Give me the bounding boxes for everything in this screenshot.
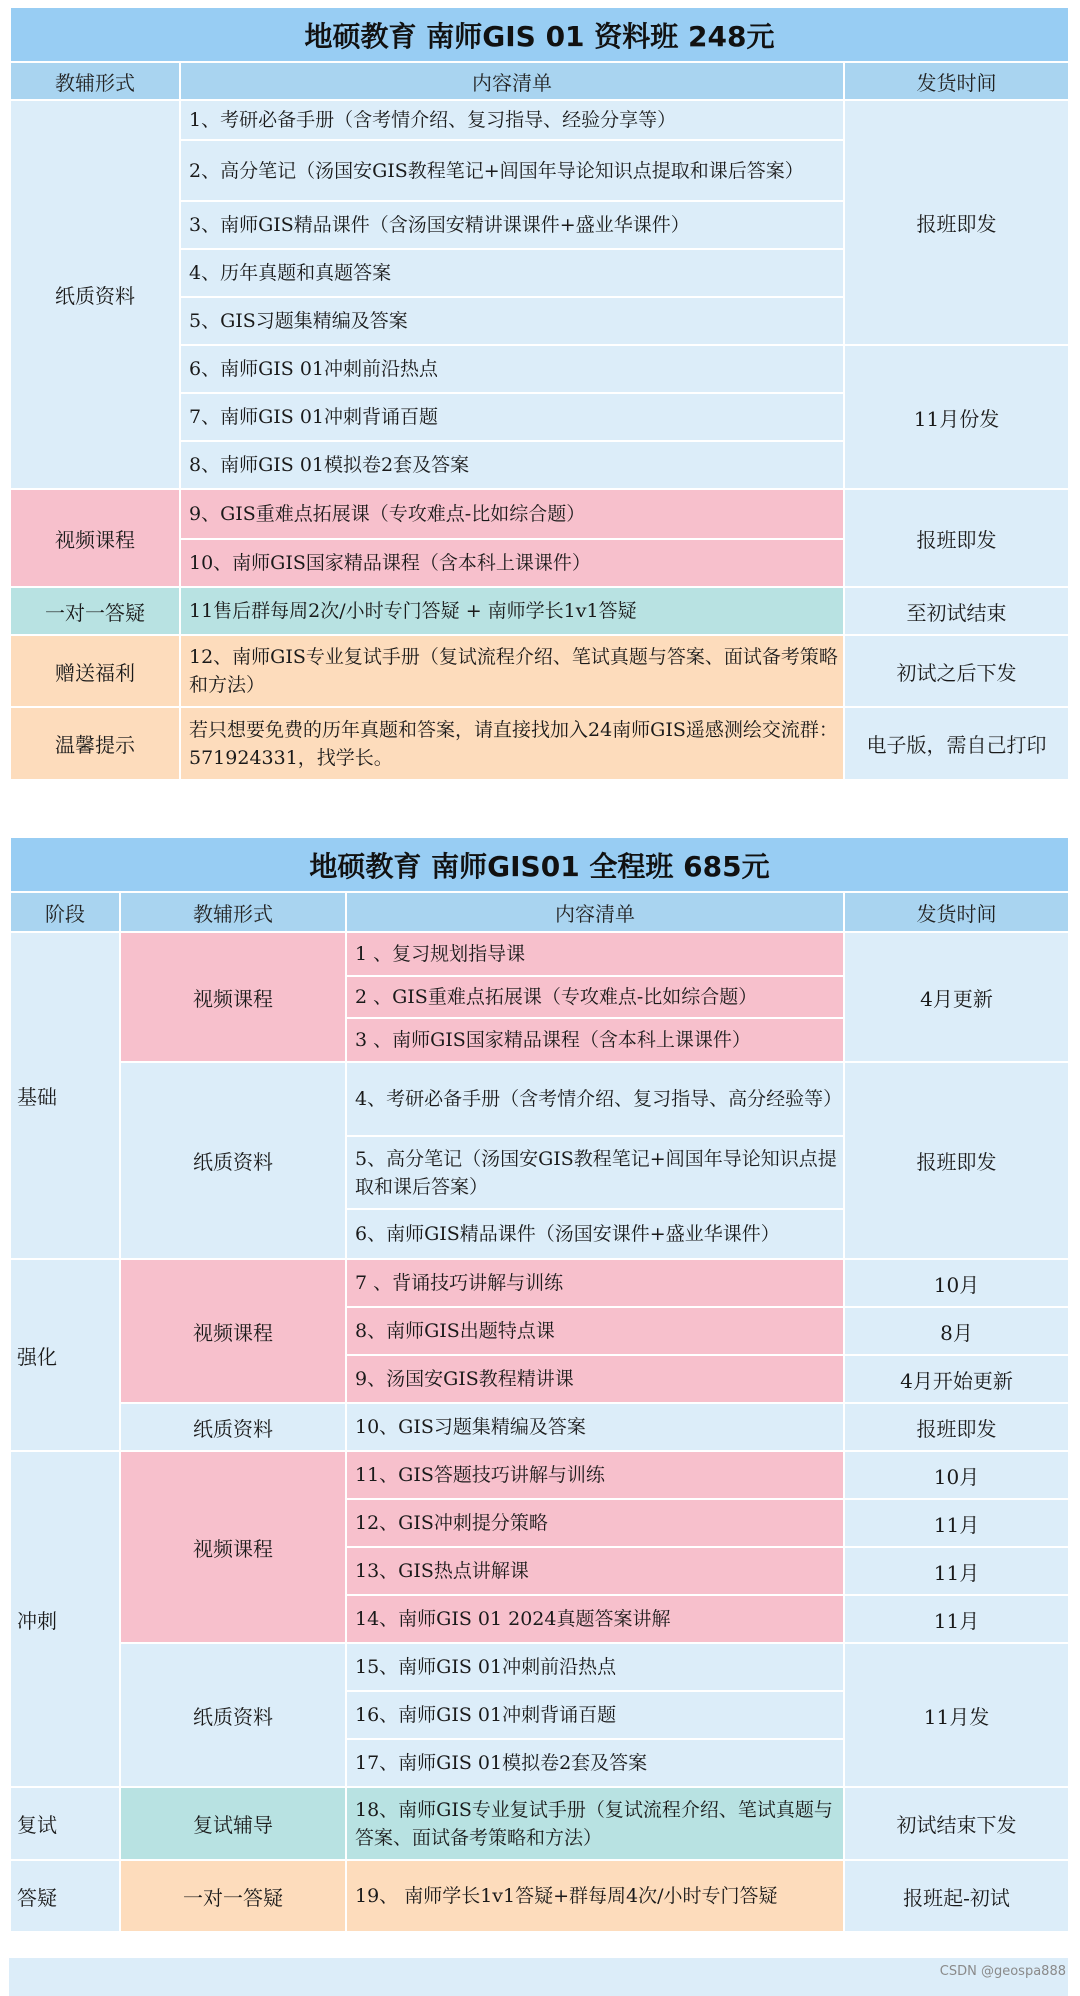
column-header: 内容清单 — [346, 892, 844, 932]
list-item: 13、GIS热点讲解课 — [346, 1547, 844, 1595]
form-cell: 视频课程 — [120, 932, 346, 1062]
stage-cell: 强化 — [10, 1259, 120, 1451]
list-item: 3、南师GIS精品课件（含汤国安精讲课课件+盛业华课件） — [180, 201, 844, 249]
list-item: 9、GIS重难点拓展课（专攻难点-比如综合题） — [180, 489, 844, 539]
ship-time: 4月更新 — [844, 932, 1069, 1062]
column-header: 教辅形式 — [10, 62, 180, 100]
list-item: 9、汤国安GIS教程精讲课 — [346, 1355, 844, 1403]
list-item: 8、南师GIS 01模拟卷2套及答案 — [180, 441, 844, 489]
column-header: 发货时间 — [844, 892, 1069, 932]
list-item: 1、考研必备手册（含考情介绍、复习指导、经验分享等） — [180, 100, 844, 140]
form-cell: 视频课程 — [10, 489, 180, 587]
stage-cell: 冲刺 — [10, 1451, 120, 1787]
list-item: 10、GIS习题集精编及答案 — [346, 1403, 844, 1451]
bottom-strip — [9, 1958, 1068, 1996]
list-item: 8、南师GIS出题特点课 — [346, 1307, 844, 1355]
ship-time: 报班即发 — [844, 1403, 1069, 1451]
ship-time: 电子版，需自己打印 — [844, 707, 1069, 780]
form-cell: 纸质资料 — [10, 100, 180, 489]
form-cell: 纸质资料 — [120, 1643, 346, 1787]
list-item: 11、GIS答题技巧讲解与训练 — [346, 1451, 844, 1499]
list-item: 16、南师GIS 01冲刺背诵百题 — [346, 1691, 844, 1739]
list-item: 1 、复习规划指导课 — [346, 932, 844, 976]
stage-cell: 答疑 — [10, 1860, 120, 1932]
form-cell: 视频课程 — [120, 1451, 346, 1643]
ship-time: 报班即发 — [844, 1062, 1069, 1259]
package-table-materials — [9, 6, 1070, 781]
list-item: 2、高分笔记（汤国安GIS教程笔记+闾国年导论知识点提取和课后答案） — [180, 140, 844, 201]
list-item: 若只想要免费的历年真题和答案，请直接找加入24南师GIS遥感测绘交流群：571924331，找学长。 — [180, 707, 844, 780]
stage-cell: 基础 — [10, 932, 120, 1259]
table-title: 地硕教育 南师GIS01 全程班 685元 — [10, 837, 1069, 892]
ship-time: 11月发 — [844, 1643, 1069, 1787]
list-item: 14、南师GIS 01 2024真题答案讲解 — [346, 1595, 844, 1643]
list-item: 7 、背诵技巧讲解与训练 — [346, 1259, 844, 1307]
ship-time: 11月份发 — [844, 345, 1069, 489]
column-header: 阶段 — [10, 892, 120, 932]
list-item: 4、历年真题和真题答案 — [180, 249, 844, 297]
list-item: 6、南师GIS精品课件（汤国安课件+盛业华课件） — [346, 1209, 844, 1259]
form-cell: 纸质资料 — [120, 1062, 346, 1259]
ship-time: 4月开始更新 — [844, 1355, 1069, 1403]
ship-time: 8月 — [844, 1307, 1069, 1355]
list-item: 3 、南师GIS国家精品课程（含本科上课课件） — [346, 1018, 844, 1062]
list-item: 6、南师GIS 01冲刺前沿热点 — [180, 345, 844, 393]
list-item: 10、南师GIS国家精品课程（含本科上课课件） — [180, 539, 844, 587]
column-header: 发货时间 — [844, 62, 1069, 100]
ship-time: 11月 — [844, 1499, 1069, 1547]
ship-time: 至初试结束 — [844, 587, 1069, 635]
ship-time: 报班起-初试 — [844, 1860, 1069, 1932]
list-item: 5、高分笔记（汤国安GIS教程笔记+闾国年导论知识点提取和课后答案） — [346, 1136, 844, 1209]
watermark: CSDN @geospa888 — [939, 1964, 1066, 1979]
ship-time: 初试结束下发 — [844, 1787, 1069, 1860]
list-item: 7、南师GIS 01冲刺背诵百题 — [180, 393, 844, 441]
list-item: 2 、GIS重难点拓展课（专攻难点-比如综合题） — [346, 976, 844, 1018]
list-item: 4、考研必备手册（含考情介绍、复习指导、高分经验等） — [346, 1062, 844, 1136]
package-table-full-course — [9, 836, 1070, 1933]
form-cell: 温馨提示 — [10, 707, 180, 780]
stage-cell: 复试 — [10, 1787, 120, 1860]
column-header: 教辅形式 — [120, 892, 346, 932]
ship-time: 报班即发 — [844, 489, 1069, 587]
list-item: 12、GIS冲刺提分策略 — [346, 1499, 844, 1547]
list-item: 15、南师GIS 01冲刺前沿热点 — [346, 1643, 844, 1691]
list-item: 5、GIS习题集精编及答案 — [180, 297, 844, 345]
table-title: 地硕教育 南师GIS 01 资料班 248元 — [10, 7, 1069, 62]
form-cell: 一对一答疑 — [120, 1860, 346, 1932]
list-item: 12、南师GIS专业复试手册（复试流程介绍、笔试真题与答案、面试备考策略和方法） — [180, 635, 844, 707]
ship-time: 初试之后下发 — [844, 635, 1069, 707]
form-cell: 一对一答疑 — [10, 587, 180, 635]
list-item: 17、南师GIS 01模拟卷2套及答案 — [346, 1739, 844, 1787]
column-header: 内容清单 — [180, 62, 844, 100]
list-item: 18、南师GIS专业复试手册（复试流程介绍、笔试真题与答案、面试备考策略和方法） — [346, 1787, 844, 1860]
form-cell: 赠送福利 — [10, 635, 180, 707]
ship-time: 11月 — [844, 1595, 1069, 1643]
form-cell: 视频课程 — [120, 1259, 346, 1403]
ship-time: 10月 — [844, 1259, 1069, 1307]
ship-time: 11月 — [844, 1547, 1069, 1595]
form-cell: 复试辅导 — [120, 1787, 346, 1860]
ship-time: 10月 — [844, 1451, 1069, 1499]
list-item: 19、 南师学长1v1答疑+群每周4次/小时专门答疑 — [346, 1860, 844, 1932]
form-cell: 纸质资料 — [120, 1403, 346, 1451]
ship-time: 报班即发 — [844, 100, 1069, 345]
list-item: 11售后群每周2次/小时专门答疑 + 南师学长1v1答疑 — [180, 587, 844, 635]
